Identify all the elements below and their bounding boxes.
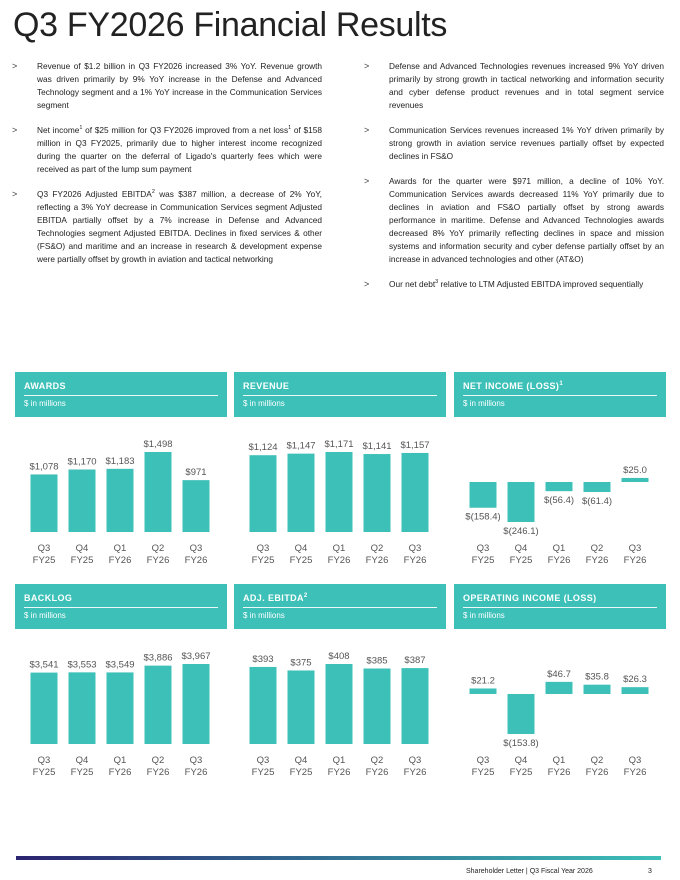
operating-income-data-label: $21.2	[471, 675, 495, 687]
adj-ebitda-data-label: $393	[252, 653, 274, 665]
bullet-text: Our net debt	[389, 279, 436, 289]
net-income-data-label: $(56.4)	[543, 495, 575, 507]
bullet-text: of $158 million in Q3 FY2025, primarily due to higher interest income recognized during the quarter on the deferral of Ligado's quarterly fees which were received as part of the lump sum payment	[37, 125, 322, 174]
panel-title: REVENUE	[243, 381, 290, 391]
panel-title: OPERATING INCOME (LOSS)	[463, 593, 597, 603]
backlog-tick-label: Q3	[189, 755, 203, 766]
awards-tick-label: Q4	[75, 543, 89, 554]
revenue-data-label: $1,141	[362, 441, 392, 453]
bullet-defense-revenue	[364, 60, 664, 112]
panel-units: $ in millions	[24, 611, 66, 620]
footnote-ref: 3	[435, 279, 439, 286]
net-income-bar	[508, 482, 535, 522]
bullet-revenue	[12, 60, 322, 112]
awards-tick-label: Q3	[189, 543, 203, 554]
bullet-net-debt	[364, 278, 664, 291]
operating-income-data-label: $(153.8)	[503, 738, 539, 749]
adj-ebitda-bar	[250, 667, 277, 744]
revenue-tick-label: Q4	[294, 543, 308, 554]
bullet-awards	[364, 175, 664, 266]
adj-ebitda-tick-label: Q4	[294, 755, 308, 766]
footnote-ref: 1	[79, 125, 83, 132]
operating-income-bar	[546, 682, 573, 694]
revenue-bar	[402, 453, 429, 532]
adj-ebitda-tick-label: FY25	[289, 767, 313, 778]
operating-income-bar	[508, 694, 535, 734]
panel-title: AWARDS	[24, 381, 66, 391]
awards-tick-label: FY25	[70, 555, 94, 566]
revenue-tick-label: Q3	[408, 543, 422, 554]
adj-ebitda-tick-label: FY26	[365, 767, 389, 778]
awards-bar	[31, 474, 58, 532]
revenue-bar	[364, 454, 391, 532]
revenue-tick-label: FY25	[251, 555, 275, 566]
awards-tick-label: Q3	[37, 543, 51, 554]
page-number: 3	[648, 868, 652, 875]
footer-label: Shareholder Letter | Q3 Fiscal Year 2026	[466, 868, 593, 875]
bullet-text: of $25 million for Q3 FY2026 improved from a net loss	[82, 125, 289, 135]
net-income-bar	[470, 482, 497, 508]
panel-title: ADJ. EBITDA$^2$	[243, 593, 308, 603]
adj-ebitda-tick-label: FY26	[403, 767, 427, 778]
revenue-tick-label: Q2	[370, 543, 384, 554]
net-income-bar	[546, 482, 573, 491]
backlog-panel	[15, 584, 227, 781]
panel-header	[15, 372, 227, 417]
bullet-marker: >	[364, 61, 370, 71]
adj-ebitda-tick-label: Q2	[370, 755, 384, 766]
backlog-data-label: $3,549	[105, 659, 135, 671]
adj-ebitda-tick-label: FY25	[251, 767, 275, 778]
net-income-tick-label: Q3	[628, 543, 642, 554]
backlog-data-label: $3,967	[181, 651, 211, 662]
panel-units: $ in millions	[243, 399, 285, 408]
adj-ebitda-bar	[364, 669, 391, 744]
operating-income-chart	[454, 629, 666, 781]
net-income-tick-label: FY26	[585, 555, 609, 566]
backlog-bar	[145, 666, 172, 744]
bullet-text: Communication Services revenues increased 1% YoY driven primarily by strong growth in aviation service revenues partially offset by expected declines in FS&O	[389, 125, 664, 161]
backlog-tick-label: Q3	[37, 755, 51, 766]
panel-title: NET INCOME (LOSS)$^1$	[463, 381, 564, 391]
net-income-data-label: $(158.4)	[465, 511, 501, 523]
net-income-bar	[584, 482, 611, 492]
revenue-data-label: $1,124	[248, 442, 278, 454]
revenue-tick-label: FY26	[365, 555, 389, 566]
revenue-tick-label: FY26	[327, 555, 351, 566]
bullet-text: Revenue of $1.2 billion in Q3 FY2026 increased 3% YoY. Revenue growth was driven primarily by 9% YoY increase in the Defense and Advanced Technology segment and a 1% YoY increase in the Communication Services segment	[37, 61, 322, 110]
net-income-tick-label: FY25	[509, 555, 533, 566]
operating-income-bar	[584, 685, 611, 694]
panel-header	[454, 584, 666, 629]
backlog-tick-label: FY25	[32, 767, 56, 778]
awards-chart	[15, 417, 227, 569]
adj-ebitda-tick-label: FY26	[327, 767, 351, 778]
awards-bar	[107, 469, 134, 532]
awards-panel	[15, 372, 227, 569]
footer-gradient-bar	[16, 856, 661, 860]
backlog-tick-label: FY26	[108, 767, 132, 778]
panel-units: $ in millions	[463, 611, 505, 620]
backlog-tick-label: Q2	[151, 755, 165, 766]
operating-income-tick-label: FY26	[623, 767, 647, 778]
operating-income-tick-label: FY26	[547, 767, 571, 778]
awards-data-label: $1,078	[29, 461, 59, 473]
bullet-marker: >	[12, 61, 18, 71]
revenue-tick-label: Q1	[332, 543, 346, 554]
panel-divider	[24, 607, 218, 608]
panel-divider	[463, 607, 657, 608]
operating-income-bar	[470, 688, 497, 694]
operating-income-tick-label: Q4	[514, 755, 528, 766]
adj-ebitda-bar	[402, 668, 429, 744]
panel-units: $ in millions	[463, 399, 505, 408]
revenue-chart	[234, 417, 446, 569]
awards-data-label: $1,183	[105, 455, 135, 467]
backlog-bar	[183, 664, 210, 744]
operating-income-data-label: $46.7	[547, 668, 571, 680]
net-income-tick-label: FY26	[547, 555, 571, 566]
adj-ebitda-bar	[326, 664, 353, 744]
operating-income-tick-label: FY25	[509, 767, 533, 778]
awards-data-label: $1,498	[143, 439, 173, 450]
awards-tick-label: Q2	[151, 543, 165, 554]
panel-divider	[463, 395, 657, 396]
awards-bar	[145, 452, 172, 532]
awards-tick-label: FY26	[184, 555, 208, 566]
bullet-marker: >	[364, 279, 370, 289]
bullet-marker: >	[12, 125, 18, 135]
net-income-data-label: $(61.4)	[581, 495, 613, 507]
net-income-panel	[454, 372, 666, 569]
bullet-text: Awards for the quarter were $971 million, a decline of 10% YoY. Communication Services awards decreased 11% YoY primarily due to declines in aviation and FS&O partially offset by strong awards performance in maritime. Defense and Advanced Technologies awards decreased 8% YoY primarily reflecting declines in space and mission systems and information security and cyber defense partially offset by an increase in advanced technologies and other (AT&O)	[389, 176, 664, 264]
footnote-ref: 2	[151, 189, 155, 196]
awards-data-label: $971	[185, 467, 207, 479]
operating-income-tick-label: Q3	[628, 755, 642, 766]
revenue-data-label: $1,171	[324, 439, 354, 450]
backlog-tick-label: FY26	[146, 767, 170, 778]
panel-divider	[243, 395, 437, 396]
revenue-data-label: $1,157	[400, 439, 430, 451]
awards-bar	[183, 480, 210, 532]
net-income-tick-label: FY25	[471, 555, 495, 566]
backlog-bar	[107, 672, 134, 744]
adj-ebitda-data-label: $375	[290, 657, 312, 669]
bullet-text: Q3 FY2026 Adjusted EBITDA	[37, 189, 152, 199]
operating-income-panel	[454, 584, 666, 781]
panel-header	[234, 372, 446, 417]
bullet-communication-revenue	[364, 124, 664, 163]
backlog-data-label: $3,541	[29, 659, 59, 671]
panel-header	[234, 584, 446, 629]
awards-data-label: $1,170	[67, 456, 97, 468]
awards-tick-label: FY26	[146, 555, 170, 566]
adj-ebitda-tick-label: Q3	[256, 755, 270, 766]
backlog-chart	[15, 629, 227, 781]
backlog-bar	[69, 672, 96, 744]
awards-bar	[69, 470, 96, 532]
net-income-data-label: $(246.1)	[503, 526, 539, 537]
revenue-bar	[288, 454, 315, 532]
bullet-text: was $387 million, a decrease of 2% YoY, reflecting a 3% YoY decrease in Communication Services segment Adjusted EBITDA partially offset by a 7% increase in Defense and Advanced Technologies segment Adjusted EBITDA. Declines in fixed services & other (FS&O) and maritime and an increase in research & development expense were partially offset by growth in aviation and tactical networking	[37, 189, 322, 264]
net-income-bar	[622, 478, 649, 482]
adj-ebitda-tick-label: Q3	[408, 755, 422, 766]
operating-income-tick-label: Q1	[552, 755, 566, 766]
panel-divider	[24, 395, 218, 396]
panel-title: BACKLOG	[24, 593, 73, 603]
revenue-bar	[326, 452, 353, 532]
backlog-tick-label: Q4	[75, 755, 89, 766]
operating-income-bar	[622, 687, 649, 694]
revenue-tick-label: Q3	[256, 543, 270, 554]
adj-ebitda-tick-label: Q1	[332, 755, 346, 766]
revenue-data-label: $1,147	[286, 440, 316, 452]
bullet-adj-ebitda	[12, 188, 322, 266]
net-income-data-label: $25.0	[623, 464, 647, 476]
net-income-tick-label: Q1	[552, 543, 566, 554]
operating-income-tick-label: FY25	[471, 767, 495, 778]
awards-tick-label: Q1	[113, 543, 127, 554]
right-bullet-column	[364, 60, 664, 303]
panel-header	[454, 372, 666, 417]
bullet-text: Defense and Advanced Technologies revenues increased 9% YoY driven primarily by strong growth in tactical networking and information security and cyber defense product revenues and in total segment service revenues	[389, 61, 664, 110]
revenue-bar	[250, 455, 277, 532]
adj-ebitda-bar	[288, 670, 315, 744]
operating-income-tick-label: FY26	[585, 767, 609, 778]
operating-income-data-label: $35.8	[585, 671, 609, 683]
left-bullet-column	[12, 60, 322, 278]
net-income-tick-label: Q2	[590, 543, 604, 554]
net-income-tick-label: Q3	[476, 543, 490, 554]
footnote-ref: 1	[288, 125, 292, 132]
operating-income-data-label: $26.3	[623, 674, 647, 686]
adj-ebitda-chart	[234, 629, 446, 781]
revenue-tick-label: FY25	[289, 555, 313, 566]
operating-income-tick-label: Q2	[590, 755, 604, 766]
panel-units: $ in millions	[243, 611, 285, 620]
bullet-marker: >	[364, 125, 370, 135]
adj-ebitda-data-label: $408	[328, 651, 350, 662]
awards-tick-label: FY26	[108, 555, 132, 566]
panel-divider	[243, 607, 437, 608]
net-income-tick-label: Q4	[514, 543, 528, 554]
bullet-marker: >	[12, 189, 18, 199]
panel-units: $ in millions	[24, 399, 66, 408]
adj-ebitda-data-label: $385	[366, 655, 388, 667]
revenue-tick-label: FY26	[403, 555, 427, 566]
page-title: Q3 FY2026 Financial Results	[13, 6, 448, 44]
bullet-marker: >	[364, 176, 370, 186]
awards-tick-label: FY25	[32, 555, 56, 566]
backlog-data-label: $3,886	[143, 652, 173, 664]
bullet-text: Net income	[37, 125, 80, 135]
bullet-net-income	[12, 124, 322, 176]
backlog-tick-label: Q1	[113, 755, 127, 766]
adj-ebitda-panel	[234, 584, 446, 781]
operating-income-tick-label: Q3	[476, 755, 490, 766]
backlog-tick-label: FY25	[70, 767, 94, 778]
backlog-data-label: $3,553	[67, 659, 97, 671]
panel-header	[15, 584, 227, 629]
backlog-bar	[31, 673, 58, 744]
backlog-tick-label: FY26	[184, 767, 208, 778]
adj-ebitda-data-label: $387	[404, 655, 426, 667]
bullet-text: relative to LTM Adjusted EBITDA improved sequentially	[438, 279, 644, 289]
revenue-panel	[234, 372, 446, 569]
net-income-chart	[454, 417, 666, 569]
net-income-tick-label: FY26	[623, 555, 647, 566]
